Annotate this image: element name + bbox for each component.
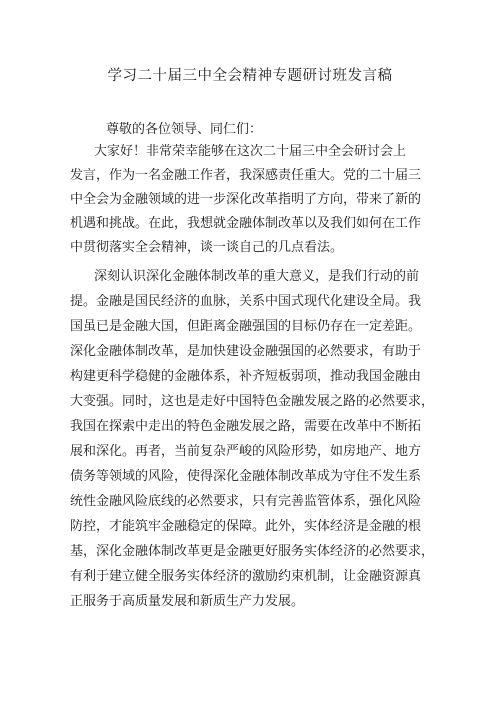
paragraph-1-line-4: 机遇和挑战。在此，我想就金融体制改革以及我们如何在工作 [70, 216, 422, 231]
paragraph-1-line-1: 大家好！非常荣幸能够在这次二十届三中全会研讨会上 [94, 144, 407, 159]
paragraph-2-line-8: 展和深化。再者，当前复杂严峻的风险形势，如房地产、地方 [70, 444, 422, 459]
paragraph-2-line-4: 深化金融体制改革，是加快建设金融强国的必然要求，有助于 [70, 344, 422, 359]
paragraph-1-line-3: 中全会为金融领域的进一步深化改革指明了方向，带来了新的 [70, 192, 422, 207]
paragraph-2-line-10: 统性金融风险底线的必然要求，只有完善监管体系，强化风险 [70, 494, 422, 509]
paragraph-2-line-3: 国虽已是金融大国，但距离金融强国的目标仍存在一定差距。 [70, 319, 422, 334]
paragraph-2-line-7: 我国在探索中走出的特色金融发展之路，需要在改革中不断拓 [70, 419, 422, 434]
paragraph-2-line-6: 大变强。同时，这也是走好中国特色金融发展之路的必然要求， [70, 394, 434, 409]
paragraph-2-line-12: 基，深化金融体制改革更是金融更好服务实体经济的必然要求， [70, 544, 434, 559]
paragraph-2-line-11: 防控，才能筑牢金融稳定的保障。此外，实体经济是金融的根 [70, 519, 422, 534]
paragraph-2-line-5: 构建更科学稳健的金融体系，补齐短板弱项，推动我国金融由 [70, 369, 422, 384]
paragraph-2-line-14: 正服务于高质量发展和新质生产力发展。 [70, 594, 305, 609]
paragraph-1-line-5: 中贯彻落实全会精神，谈一谈自己的几点看法。 [70, 240, 344, 255]
paragraph-2-line-9: 债务等领域的风险，使得深化金融体制改革成为守住不发生系 [70, 469, 422, 484]
salutation: 尊敬的各位领导、同仁们： [106, 122, 263, 137]
paragraph-2-line-2: 提。金融是国民经济的血脉，关系中国式现代化建设全局。我 [70, 294, 422, 309]
paragraph-2-line-1: 深刻认识深化金融体制改革的重大意义，是我们行动的前 [94, 269, 420, 284]
paragraph-1-line-2: 发言，作为一名金融工作者，我深感责任重大。党的二十届三 [70, 168, 422, 183]
paragraph-2-line-13: 有利于建立健全服务实体经济的激励约束机制，让金融资源真 [70, 569, 422, 584]
document-title: 学习二十届三中全会精神专题研讨班发言稿 [107, 68, 393, 84]
